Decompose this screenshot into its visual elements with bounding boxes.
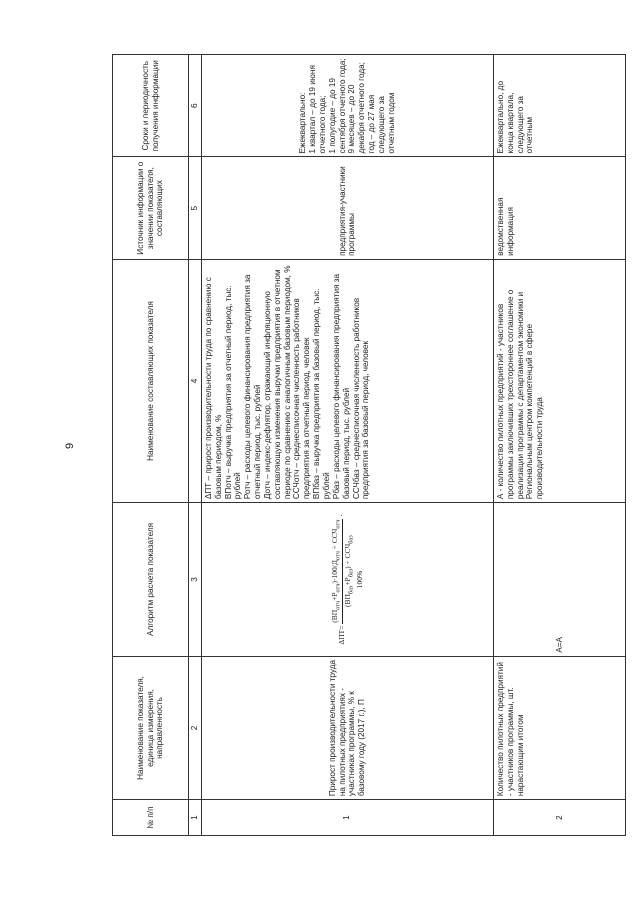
component-line: ВПотч – выручка предприятия за отчетный период, тыс. рублей — [223, 285, 243, 500]
header-components: Наименование составляющих показателя — [113, 259, 189, 502]
column-number: 1 — [189, 800, 202, 836]
deadline-line: 1 полугодие – до 19 сентября отчетного года; — [327, 58, 347, 154]
components-cell — [201, 259, 493, 502]
deadlines-cell — [201, 55, 493, 157]
formula-tail: · 100% — [337, 514, 365, 589]
component-line: А - количество пилотных предприятий - участников программы заключивших трехстороннее соглашение о реализации программы с департаментом экономики и Региональным центром компетенций в сфере производительности труда — [493, 259, 625, 502]
source: предприятия-участники программы — [201, 157, 493, 259]
component-line: ΔПТ – прирост производительности труда по сравнению с базовым периодом, % — [203, 277, 223, 500]
column-number: 2 — [189, 656, 202, 799]
column-number: 3 — [189, 503, 202, 657]
header-deadlines: Сроки и периодичность получения информации — [113, 55, 189, 157]
deadline-line: Ежеквартально, до конца квартала, следующего за отчетным — [493, 55, 625, 157]
component-line: ВПбаз – выручка предприятия за базовый период, тыс. рублей — [312, 288, 331, 500]
row-number: 2 — [493, 800, 625, 836]
column-number: 6 — [189, 55, 202, 157]
table-row — [493, 55, 625, 836]
component-line: Ротч – расходы целевого финансирования предприятия за отчетный период, тыс. рублей — [243, 274, 263, 500]
indicators-table — [112, 54, 626, 836]
formula-fraction: $(ВП_{отч}+Р_{отч})\cdot 100/Д_{отч} \div ССЧ_{отч}$ $(ВП_{баз}+Р_{баз}) \div ССЧ_{баз}$ — [330, 519, 355, 623]
header-name: Наименование показателя, единица измерения, направленность — [113, 656, 189, 799]
column-numbers-row — [189, 55, 202, 836]
component-line: Рбаз – расходы целевого финансирования предприятия за базовый период, тыс. рублей — [331, 273, 351, 500]
deadline-line: 1 квартал – до 19 июня отчетного года; — [307, 65, 327, 154]
formula — [201, 503, 493, 657]
row-number: 1 — [201, 800, 493, 836]
page-number: 9 — [64, 442, 76, 449]
column-number: 5 — [189, 157, 202, 259]
deadline-line: Ежеквартально: — [298, 92, 308, 154]
table-header-row — [113, 55, 189, 836]
deadline-line: 9 месяцев – до 20 декабря отчетного года; — [347, 62, 367, 154]
component-line: ССЧбаз – среднесписочная численность работников предприятия за базовый период, человек — [351, 297, 371, 500]
header-algorithm: Алгоритм расчета показателя — [113, 503, 189, 657]
indicator-name: Количество пилотных предприятий - участников программы, шт. нарастающим итогом — [493, 656, 625, 799]
indicators-table-frame — [112, 54, 626, 836]
formula: А=А — [493, 503, 625, 657]
deadline-line: год – до 27 мая следующего за отчетным годом — [367, 92, 396, 154]
formula-lhs: ΔПТ= — [337, 625, 347, 645]
column-number: 4 — [189, 259, 202, 502]
indicator-name: Прирост производительности труда на пилотных предприятиях - участниках программы, % к базовому году (2017 г.), П — [201, 656, 493, 799]
header-source: Источник информации о значении показателя, составляющих — [113, 157, 189, 259]
source: ведомственная информация — [493, 157, 625, 259]
table-row — [201, 55, 493, 836]
header-number: № п/п — [113, 800, 189, 836]
component-line: ССЧотч – среднесписочная численность работников предприятия за отчетный период, человек — [292, 298, 312, 500]
component-line: Дотч – индекс-дефлятор, отражающий инфляционную составляющую изменения выручки предприятия в отчетном периоде по сравнению с аналогичным базовым периодом, % — [262, 265, 292, 500]
